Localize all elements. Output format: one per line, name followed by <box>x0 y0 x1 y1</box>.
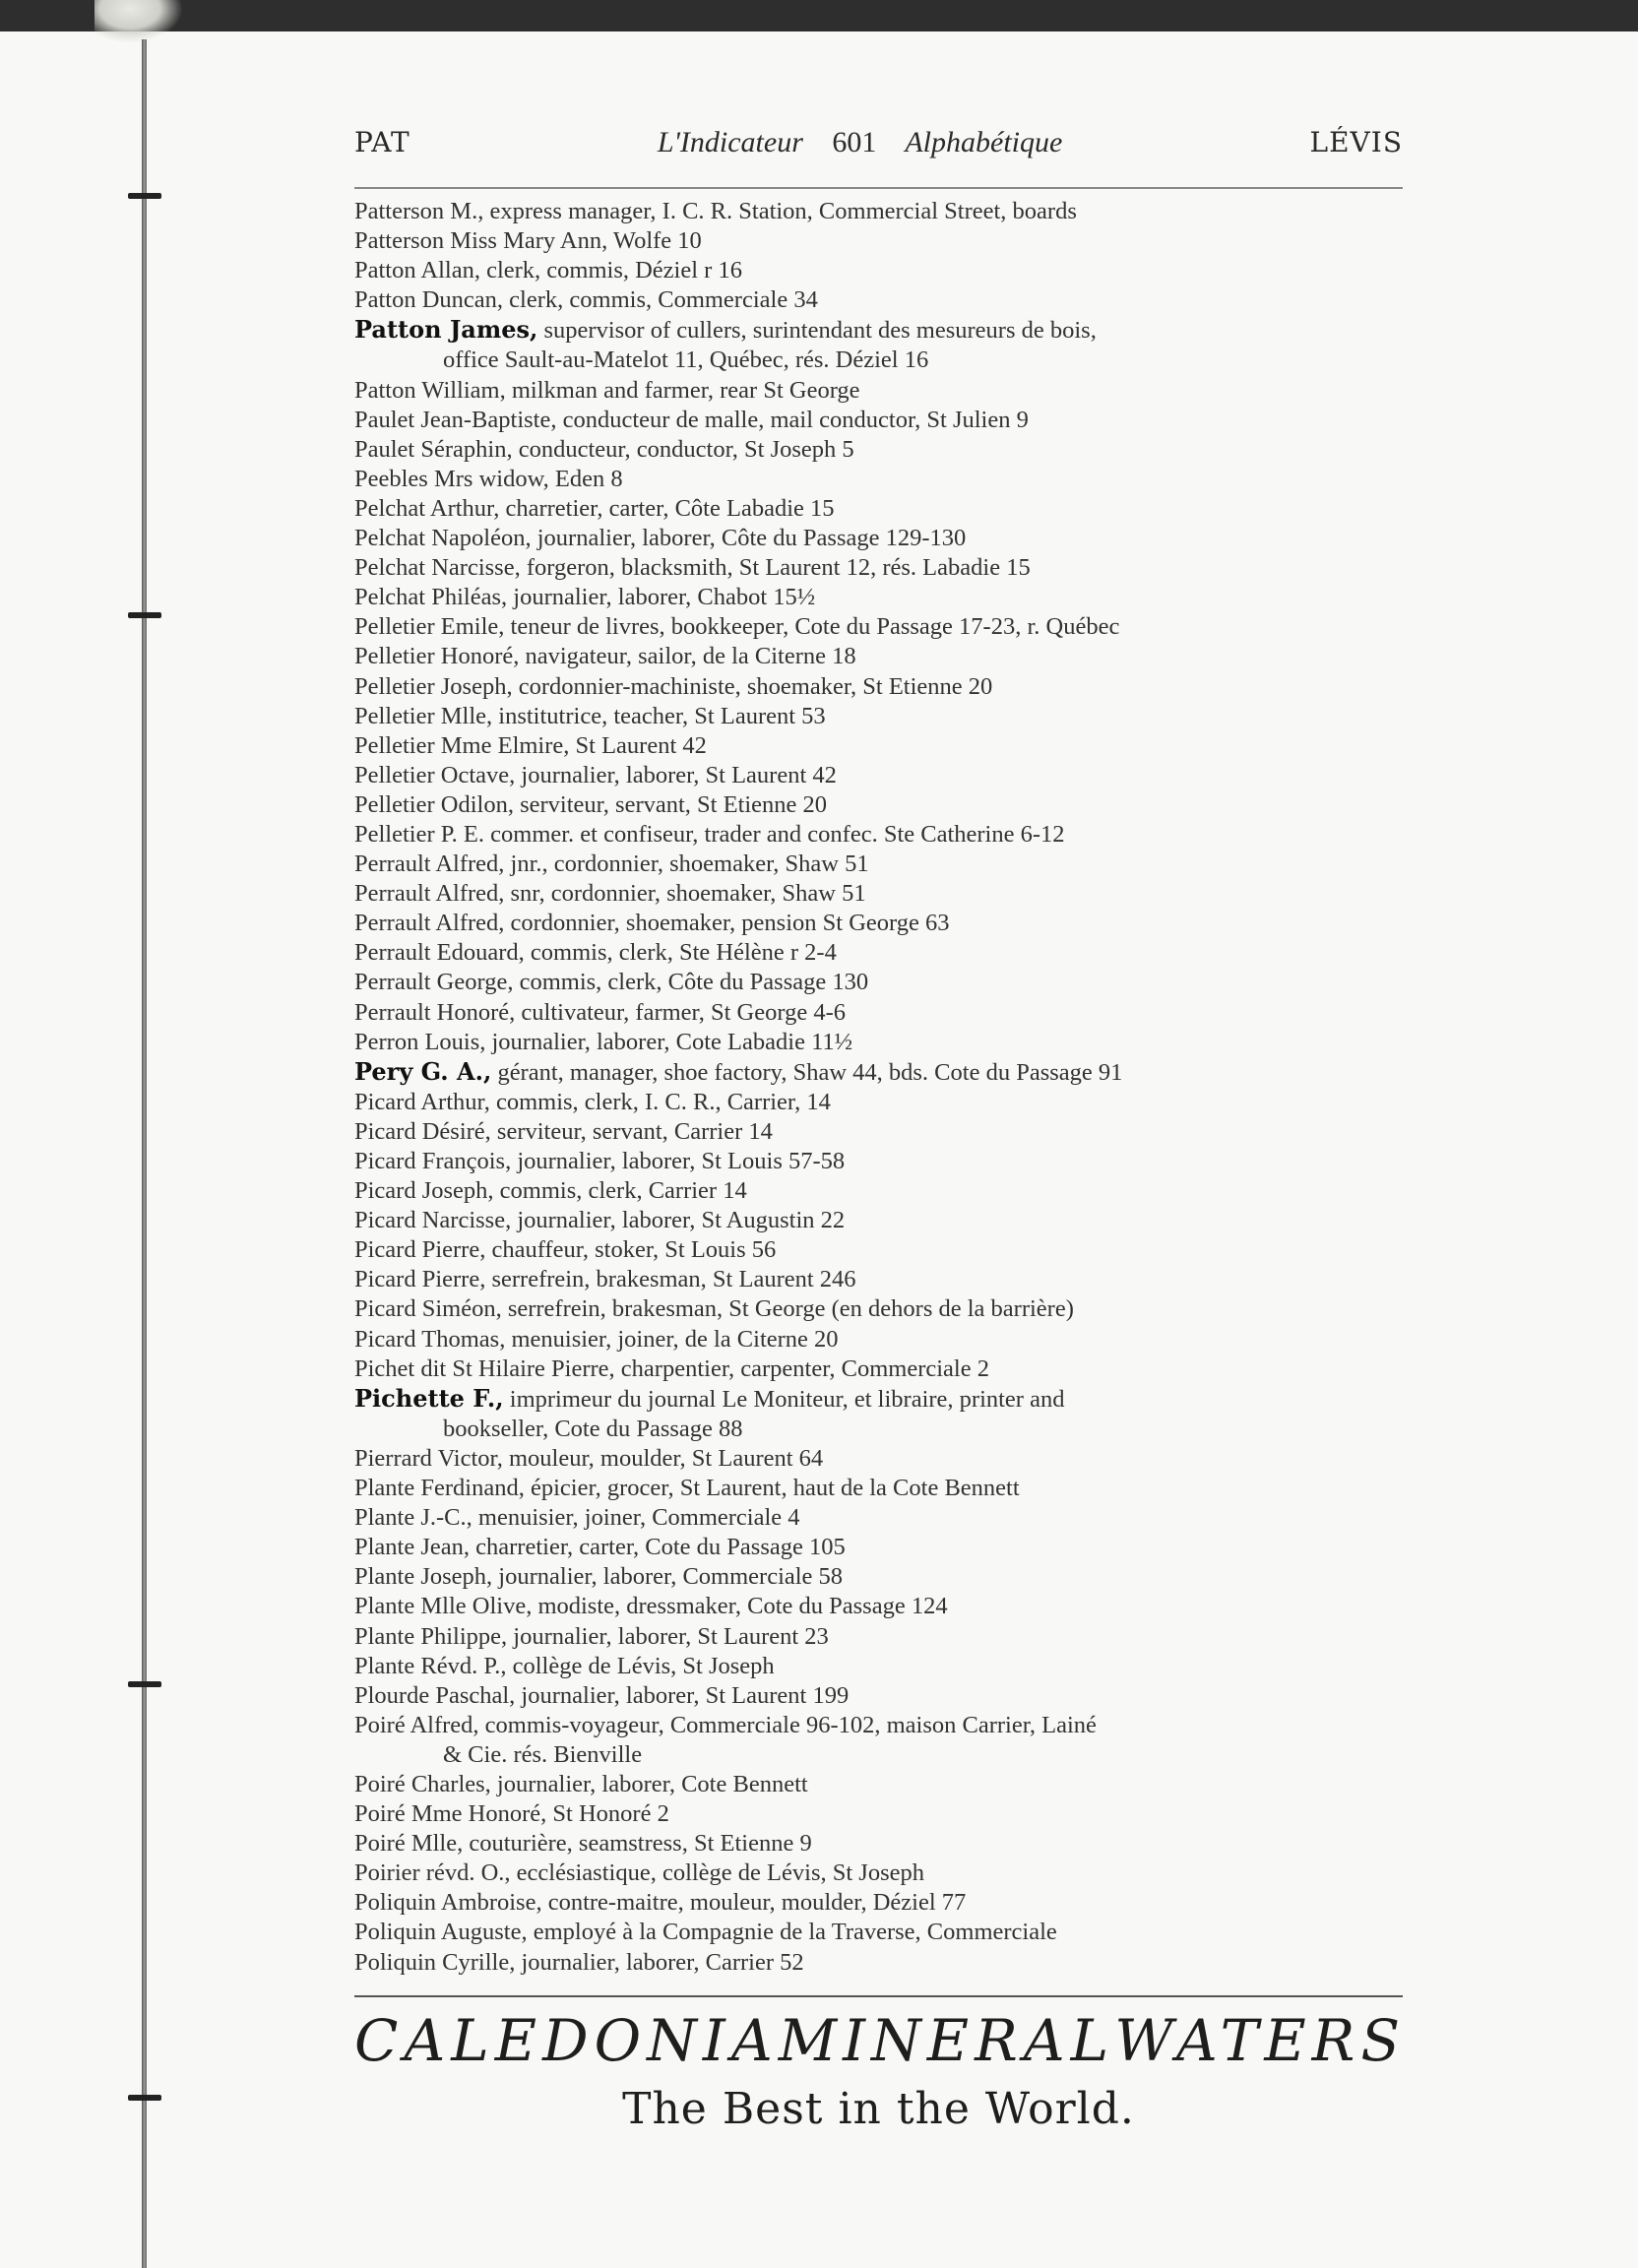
entry-name: Picard Thomas, menuisier, joiner, de la Citerne 20 <box>354 1325 839 1353</box>
entry-name: Plante Ferdinand, épicier, grocer, St Laurent, haut de la Cote Bennett <box>354 1475 1020 1502</box>
entry-name: Poliquin Cyrille, journalier, laborer, Carrier 52 <box>354 1948 804 1976</box>
entry-name: Plourde Paschal, journalier, laborer, St Laurent 199 <box>354 1681 850 1709</box>
directory-entry <box>354 1176 1403 1206</box>
entry-details: imprimeur du journal Le Moniteur, et libraire, printer and <box>503 1385 1065 1413</box>
page-corner-curl <box>94 0 183 43</box>
header-rule <box>354 187 1403 189</box>
entry-details: supervisor of cullers, surintendant des mesureurs de bois, <box>537 317 1097 345</box>
entry-name: Poiré Alfred, commis-voyageur, Commerciale 96-102, maison Carrier, Lainé <box>354 1711 1097 1738</box>
header-section-key: PAT <box>354 126 410 158</box>
directory-entry <box>354 1384 1403 1444</box>
entry-name: Pelletier Mme Elmire, St Laurent 42 <box>354 731 707 759</box>
advert-title <box>354 2006 1407 2074</box>
directory-entry <box>354 1028 1403 1057</box>
directory-entry <box>354 672 1403 702</box>
directory-entry <box>354 583 1403 612</box>
header-city: LÉVIS <box>1309 126 1403 158</box>
directory-entry <box>354 1235 1403 1265</box>
entry-name: Poirier révd. O., ecclésiastique, collège de Lévis, St Joseph <box>354 1859 924 1887</box>
entry-name: Poliquin Auguste, employé à la Compagnie de la Traverse, Commerciale <box>354 1919 1057 1946</box>
header-title-left: L'Indicateur <box>657 126 803 158</box>
advert-tagline: The Best in the World. <box>622 2083 1135 2134</box>
entry-name: Pelletier Joseph, cordonnier-machiniste, shoemaker, St Etienne 20 <box>354 672 993 700</box>
entry-name: Plante J.-C., menuisier, joiner, Commerciale 4 <box>354 1504 800 1532</box>
directory-entry <box>354 1652 1403 1681</box>
entry-name: Poiré Mme Honoré, St Honoré 2 <box>354 1800 669 1828</box>
entry-name: Picard Désiré, serviteur, servant, Carrier 14 <box>354 1117 773 1145</box>
directory-entry <box>354 879 1403 909</box>
directory-entry <box>354 256 1403 285</box>
directory-entry <box>354 197 1403 226</box>
entry-name: Picard Arthur, commis, clerk, I. C. R., Carrier, 14 <box>354 1088 831 1115</box>
directory-entry <box>354 642 1403 671</box>
entry-name: Perron Louis, journalier, laborer, Cote Labadie 11½ <box>354 1028 853 1055</box>
entry-name: Patton William, milkman and farmer, rear St George <box>354 376 860 404</box>
binding-stitch <box>128 2095 161 2101</box>
entry-continuation: bookseller, Cote du Passage 88 <box>443 1415 743 1442</box>
entry-name: Patterson M., express manager, I. C. R. Station, Commercial Street, boards <box>354 198 1077 224</box>
entry-name: Pelchat Arthur, charretier, carter, Côte Labadie 15 <box>354 494 835 522</box>
directory-entry <box>354 1147 1403 1176</box>
directory-entry <box>354 524 1403 553</box>
entry-name: Picard Pierre, chauffeur, stoker, St Louis 56 <box>354 1236 777 1264</box>
entry-name: Patton James, <box>354 315 538 345</box>
binding-stitch <box>128 193 161 199</box>
entry-name: Peebles Mrs widow, Eden 8 <box>354 465 623 492</box>
entry-name: Patton Allan, clerk, commis, Déziel r 16 <box>354 257 742 284</box>
directory-entry <box>354 1622 1403 1652</box>
entry-name: Perrault Alfred, cordonnier, shoemaker, pension St George 63 <box>354 910 950 937</box>
entry-continuation: & Cie. rés. Bienville <box>443 1740 643 1768</box>
directory-entry <box>354 1562 1403 1592</box>
entry-name: Pelletier P. E. commer. et confiseur, trader and confec. Ste Catherine 6-12 <box>354 820 1065 848</box>
directory-entry <box>354 998 1403 1028</box>
directory-entry <box>354 406 1403 435</box>
directory-entry <box>354 1592 1403 1621</box>
entry-name: Perrault George, commis, clerk, Côte du Passage 130 <box>354 969 869 996</box>
directory-entry <box>354 1117 1403 1147</box>
directory-entry <box>354 315 1403 375</box>
running-header <box>354 126 1403 185</box>
directory-entry <box>354 226 1403 256</box>
entry-name: Patterson Miss Mary Ann, Wolfe 10 <box>354 227 702 255</box>
directory-entry <box>354 1265 1403 1294</box>
scan-top-band <box>0 0 1638 32</box>
entry-name: Poiré Charles, journalier, laborer, Cote Bennett <box>354 1770 808 1797</box>
entry-name: Pelchat Narcisse, forgeron, blacksmith, St Laurent 12, rés. Labadie 15 <box>354 554 1031 582</box>
entry-name: Plante Mlle Olive, modiste, dressmaker, Cote du Passage 124 <box>354 1593 948 1620</box>
directory-entries <box>354 197 1403 1978</box>
directory-entry <box>354 938 1403 968</box>
binding-stitch <box>128 1681 161 1687</box>
entry-name: Pelletier Odilon, serviteur, servant, St Etienne 20 <box>354 790 828 818</box>
directory-page <box>354 126 1407 2134</box>
advert-word: WATERS <box>1114 2006 1407 2074</box>
directory-entry <box>354 702 1403 731</box>
entry-name: Pelletier Octave, journalier, laborer, St Laurent 42 <box>354 761 837 788</box>
entry-name: Pelletier Emile, teneur de livres, bookkeeper, Cote du Passage 17-23, r. Québec <box>354 613 1120 641</box>
entry-name: Patton Duncan, clerk, commis, Commerciale 34 <box>354 286 818 314</box>
directory-entry <box>354 1770 1403 1799</box>
directory-entry <box>354 1948 1403 1978</box>
directory-entry <box>354 731 1403 761</box>
directory-entry <box>354 285 1403 315</box>
directory-entry <box>354 1858 1403 1888</box>
entry-name: Plante Révd. P., collège de Lévis, St Joseph <box>354 1652 775 1679</box>
entry-name: Picard Siméon, serrefrein, brakesman, St George (en dehors de la barrière) <box>354 1295 1074 1323</box>
directory-entry <box>354 850 1403 879</box>
page-number: 601 <box>832 126 877 158</box>
directory-entry <box>354 790 1403 820</box>
entry-details: gérant, manager, shoe factory, Shaw 44, bds. Cote du Passage 91 <box>491 1058 1123 1086</box>
directory-entry <box>354 909 1403 938</box>
directory-entry <box>354 1206 1403 1235</box>
directory-entry <box>354 435 1403 465</box>
entry-name: Plante Jean, charretier, carter, Cote du Passage 105 <box>354 1534 846 1561</box>
advert-word: MINERAL <box>778 2006 1115 2074</box>
entry-name: Perrault Honoré, cultivateur, farmer, St George 4-6 <box>354 998 846 1026</box>
header-title-right: Alphabétique <box>905 126 1063 158</box>
directory-entry <box>354 820 1403 850</box>
directory-entry <box>354 1503 1403 1533</box>
directory-entry <box>354 1474 1403 1503</box>
entry-name: Perrault Edouard, commis, clerk, Ste Hélène r 2-4 <box>354 939 837 967</box>
directory-entry <box>354 1681 1403 1711</box>
entry-name: Perrault Alfred, jnr., cordonnier, shoemaker, Shaw 51 <box>354 850 869 878</box>
entry-name: Picard Pierre, serrefrein, brakesman, St Laurent 246 <box>354 1266 856 1293</box>
directory-entry <box>354 465 1403 494</box>
entry-name: Perrault Alfred, snr, cordonnier, shoemaker, Shaw 51 <box>354 880 866 908</box>
entry-name: Picard François, journalier, laborer, St Louis 57-58 <box>354 1148 846 1174</box>
directory-entry <box>354 1918 1403 1947</box>
entry-name: Poiré Mlle, couturière, seamstress, St Etienne 9 <box>354 1830 812 1858</box>
directory-entry <box>354 1325 1403 1354</box>
entry-name: Picard Joseph, commis, clerk, Carrier 14 <box>354 1177 747 1205</box>
entry-name: Pierrard Victor, mouleur, moulder, St Laurent 64 <box>354 1444 824 1472</box>
directory-entry <box>354 553 1403 583</box>
directory-entry <box>354 1294 1403 1324</box>
directory-entry <box>354 1444 1403 1474</box>
directory-entry <box>354 1533 1403 1562</box>
entry-name: Picard Narcisse, journalier, laborer, St Augustin 22 <box>354 1207 846 1234</box>
entry-name: Pelchat Philéas, journalier, laborer, Chabot 15½ <box>354 584 816 611</box>
directory-entry <box>354 612 1403 642</box>
directory-entry <box>354 968 1403 997</box>
entry-name: Plante Philippe, journalier, laborer, St Laurent 23 <box>354 1622 829 1650</box>
directory-entry <box>354 1829 1403 1858</box>
binding-stitch <box>128 612 161 618</box>
entry-name: Pichet dit St Hilaire Pierre, charpentier, carpenter, Commerciale 2 <box>354 1354 989 1382</box>
entry-name: Paulet Séraphin, conducteur, conductor, St Joseph 5 <box>354 435 854 463</box>
directory-entry <box>354 1354 1403 1384</box>
directory-entry <box>354 494 1403 524</box>
directory-entry <box>354 1711 1403 1770</box>
header-title <box>658 126 1063 159</box>
entry-name: Pelchat Napoléon, journalier, laborer, Côte du Passage 129-130 <box>354 525 967 552</box>
directory-entry <box>354 1799 1403 1829</box>
entry-continuation: office Sault-au-Matelot 11, Québec, rés. Déziel 16 <box>443 346 929 374</box>
directory-entry <box>354 761 1403 790</box>
entry-name: Pery G. A., <box>354 1056 492 1086</box>
binding-spine <box>142 39 147 2268</box>
directory-entry <box>354 1088 1403 1117</box>
entry-name: Plante Joseph, journalier, laborer, Commerciale 58 <box>354 1563 844 1591</box>
entry-name: Poliquin Ambroise, contre-maitre, mouleur, moulder, Déziel 77 <box>354 1889 967 1917</box>
advert-rule <box>354 1995 1403 1997</box>
entry-name: Paulet Jean-Baptiste, conducteur de malle, mail conductor, St Julien 9 <box>354 406 1029 433</box>
directory-entry <box>354 376 1403 406</box>
directory-entry <box>354 1888 1403 1918</box>
entry-name: Pichette F., <box>354 1383 504 1413</box>
directory-entry <box>354 1057 1403 1088</box>
entry-name: Pelletier Mlle, institutrice, teacher, St Laurent 53 <box>354 702 826 729</box>
advert-word: CALEDONIA <box>354 2006 779 2074</box>
entry-name: Pelletier Honoré, navigateur, sailor, de la Citerne 18 <box>354 643 856 670</box>
